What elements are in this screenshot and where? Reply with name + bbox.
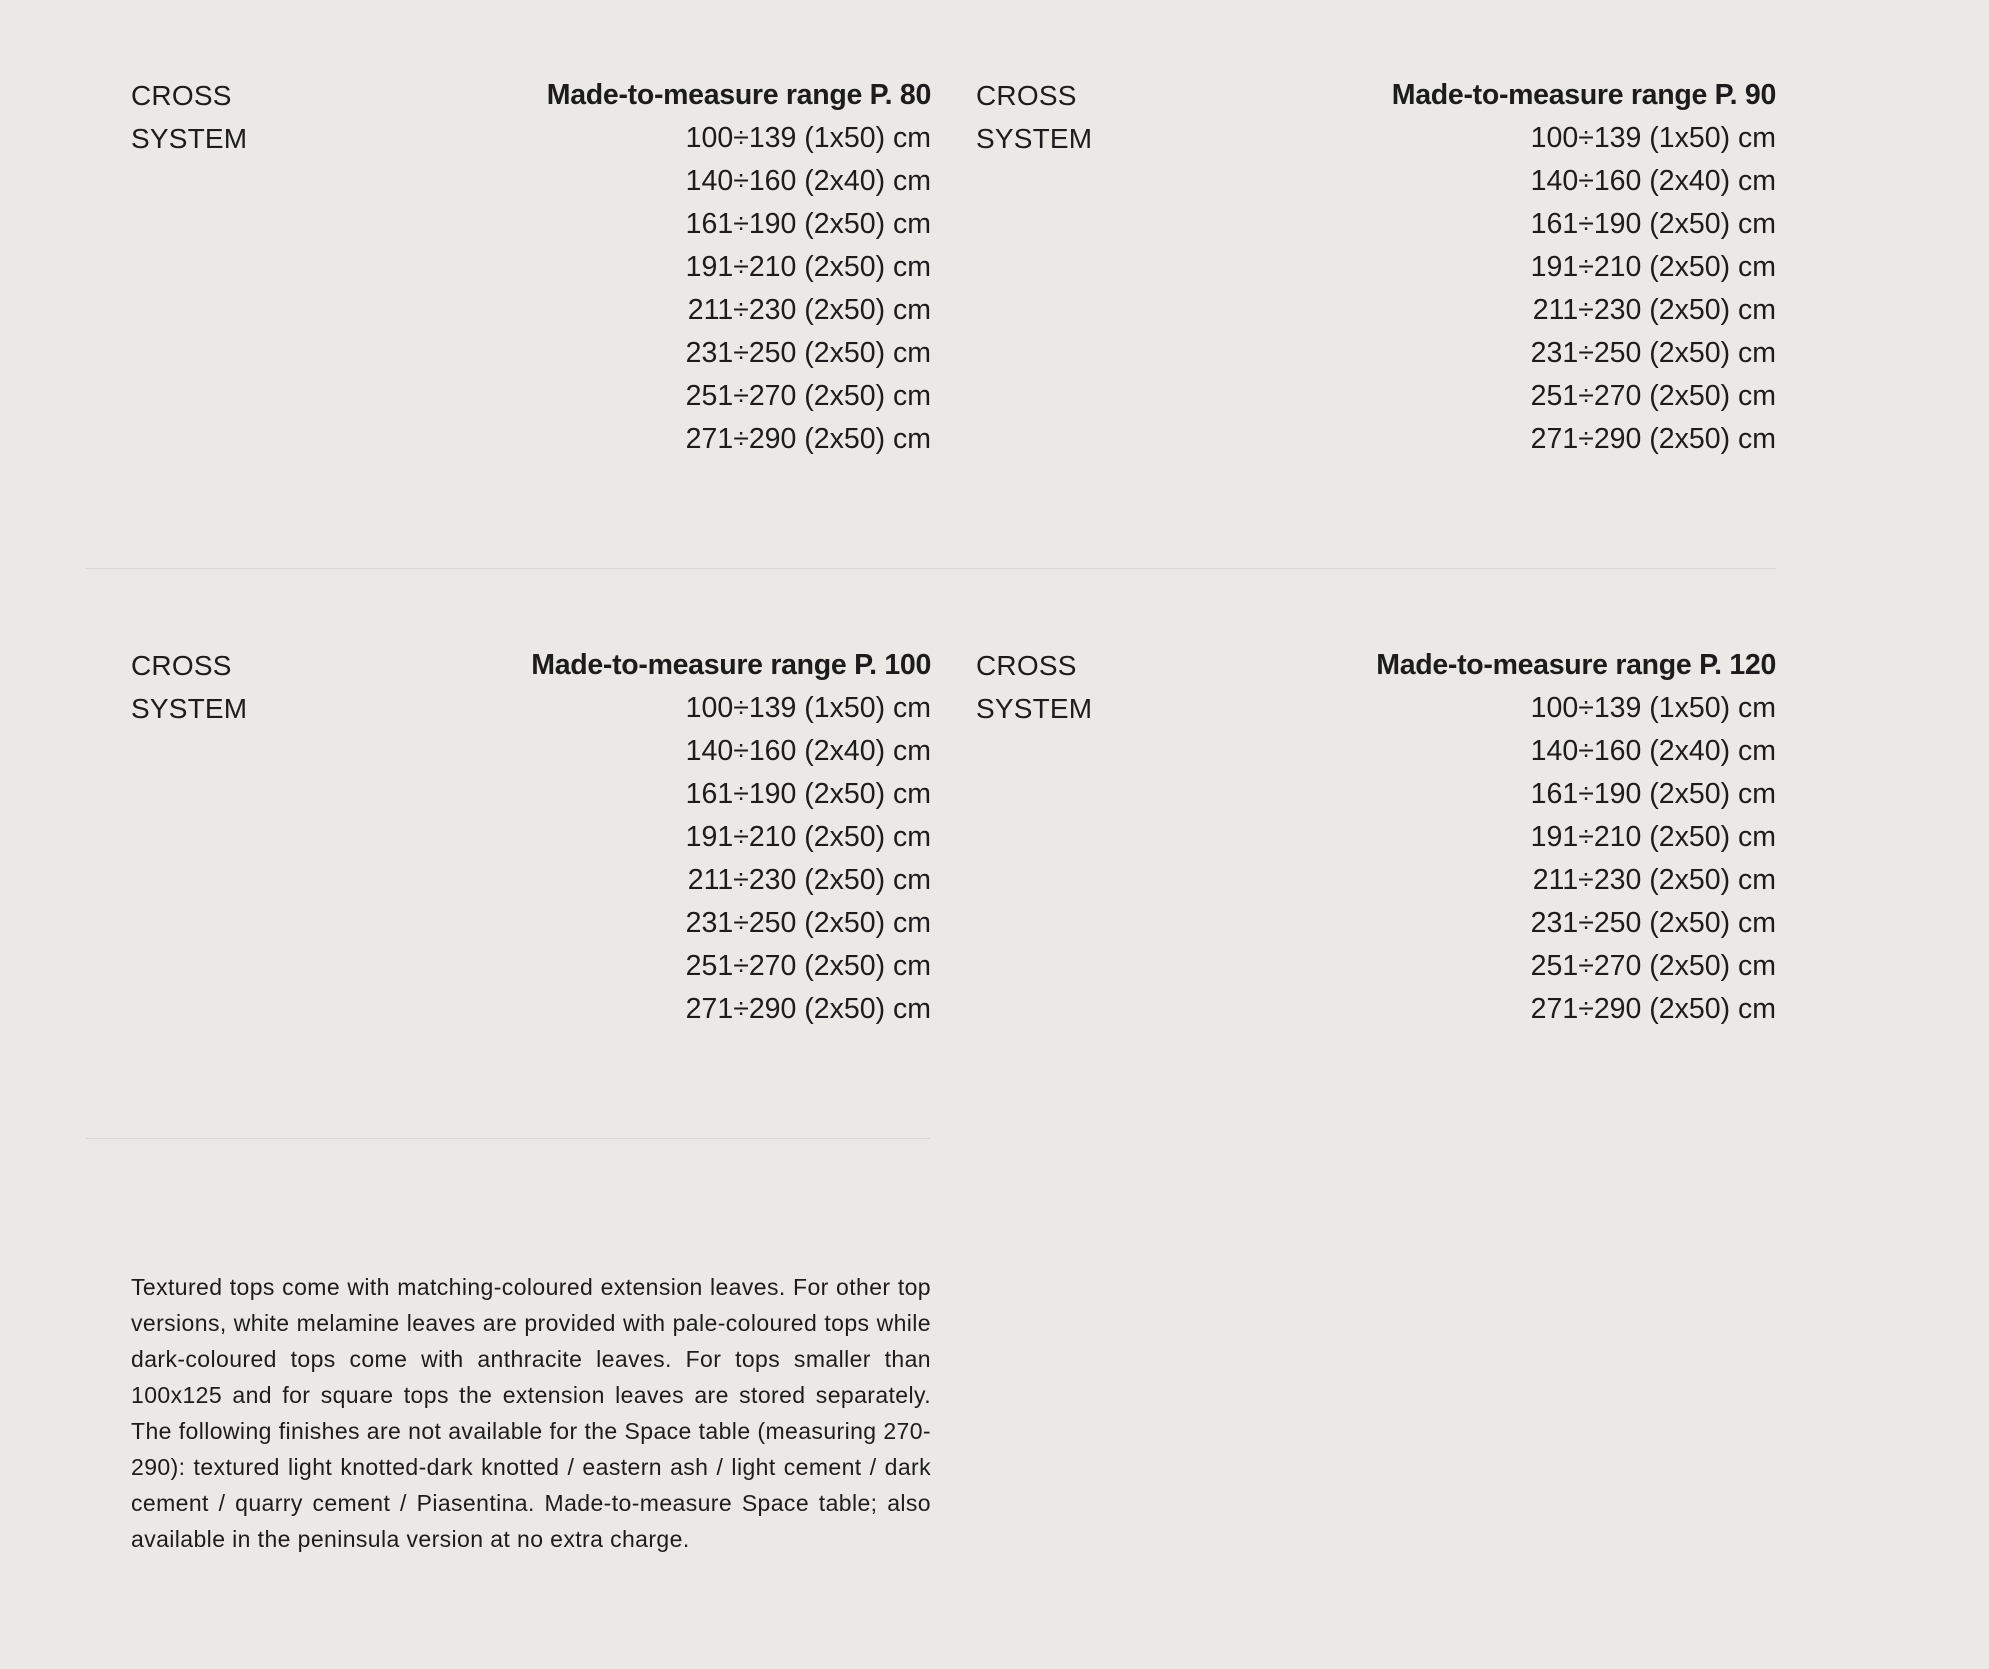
- size-item: 191÷210 (2x50) cm: [1530, 821, 1776, 853]
- size-item: 140÷160 (2x40) cm: [1530, 165, 1776, 197]
- size-item: 161÷190 (2x50) cm: [685, 778, 931, 810]
- range-title: Made-to-measure range P. 100: [531, 649, 931, 681]
- size-item: 100÷139 (1x50) cm: [1530, 692, 1776, 724]
- system-label-line1: CROSS: [131, 650, 232, 681]
- size-block-p90: [976, 74, 1776, 474]
- system-label-line1: CROSS: [976, 650, 1077, 681]
- system-label: [131, 644, 247, 730]
- row-divider: [86, 1138, 930, 1139]
- size-item: 191÷210 (2x50) cm: [685, 821, 931, 853]
- size-block-p80: [131, 74, 931, 474]
- size-item: 271÷290 (2x50) cm: [1530, 423, 1776, 455]
- system-label: [976, 74, 1092, 160]
- size-item: 211÷230 (2x50) cm: [1532, 294, 1776, 326]
- row-divider: [86, 568, 1776, 569]
- size-item: 211÷230 (2x50) cm: [687, 294, 931, 326]
- system-label-line1: CROSS: [131, 80, 232, 111]
- size-item: 140÷160 (2x40) cm: [685, 165, 931, 197]
- system-label-line2: SYSTEM: [976, 693, 1093, 724]
- size-item: 100÷139 (1x50) cm: [685, 122, 931, 154]
- leaves-note-paragraph: Textured tops come with matching-coloured extension leaves. For other top versions, white melamine leaves are provided with pale-coloured tops while dark-coloured tops come with anthracite leaves. For tops smaller than 100x125 and for square tops the extension leaves are stored separately. The following finishes are not available for the Space table (measuring 270-290): textured light knotted-dark knotted / eastern ash / light cement / dark cement / quarry cement / Piasentina. Made-to-measure Space table; also available in the peninsula version at no extra charge.: [131, 1274, 931, 1552]
- size-block-p100: [131, 644, 931, 1044]
- sizes-row-1: [86, 0, 1776, 500]
- size-item: 251÷270 (2x50) cm: [1530, 950, 1776, 982]
- system-label-line2: SYSTEM: [131, 693, 248, 724]
- size-item: 211÷230 (2x50) cm: [687, 864, 931, 896]
- range-title: Made-to-measure range P. 80: [546, 79, 931, 111]
- system-label-line2: SYSTEM: [976, 123, 1093, 154]
- size-item: 231÷250 (2x50) cm: [1530, 907, 1776, 939]
- size-item: 161÷190 (2x50) cm: [685, 208, 931, 240]
- size-item: 271÷290 (2x50) cm: [685, 993, 931, 1025]
- range-list: [547, 74, 931, 461]
- size-item: 161÷190 (2x50) cm: [1530, 208, 1776, 240]
- size-item: 211÷230 (2x50) cm: [1532, 864, 1776, 896]
- size-item: 271÷290 (2x50) cm: [1530, 993, 1776, 1025]
- range-title: Made-to-measure range P. 120: [1376, 649, 1776, 681]
- sizes-row-2: [86, 570, 1776, 1070]
- size-item: 251÷270 (2x50) cm: [685, 380, 931, 412]
- size-item: 140÷160 (2x40) cm: [1530, 735, 1776, 767]
- size-item: 100÷139 (1x50) cm: [685, 692, 931, 724]
- size-item: 100÷139 (1x50) cm: [1530, 122, 1776, 154]
- size-item: 251÷270 (2x50) cm: [685, 950, 931, 982]
- size-item: 231÷250 (2x50) cm: [685, 907, 931, 939]
- size-item: 191÷210 (2x50) cm: [685, 251, 931, 283]
- range-title: Made-to-measure range P. 90: [1391, 79, 1776, 111]
- size-item: 271÷290 (2x50) cm: [685, 423, 931, 455]
- size-item: 231÷250 (2x50) cm: [685, 337, 931, 369]
- range-list: [1376, 644, 1776, 1031]
- size-block-p120: [976, 644, 1776, 1044]
- size-item: 191÷210 (2x50) cm: [1530, 251, 1776, 283]
- range-list: [1392, 74, 1776, 461]
- system-label-line1: CROSS: [976, 80, 1077, 111]
- size-item: 161÷190 (2x50) cm: [1530, 778, 1776, 810]
- size-item: 251÷270 (2x50) cm: [1530, 380, 1776, 412]
- range-list: [531, 644, 931, 1031]
- system-label-line2: SYSTEM: [131, 123, 248, 154]
- system-label: [131, 74, 247, 160]
- size-item: 140÷160 (2x40) cm: [685, 735, 931, 767]
- size-item: 231÷250 (2x50) cm: [1530, 337, 1776, 369]
- system-label: [976, 644, 1092, 730]
